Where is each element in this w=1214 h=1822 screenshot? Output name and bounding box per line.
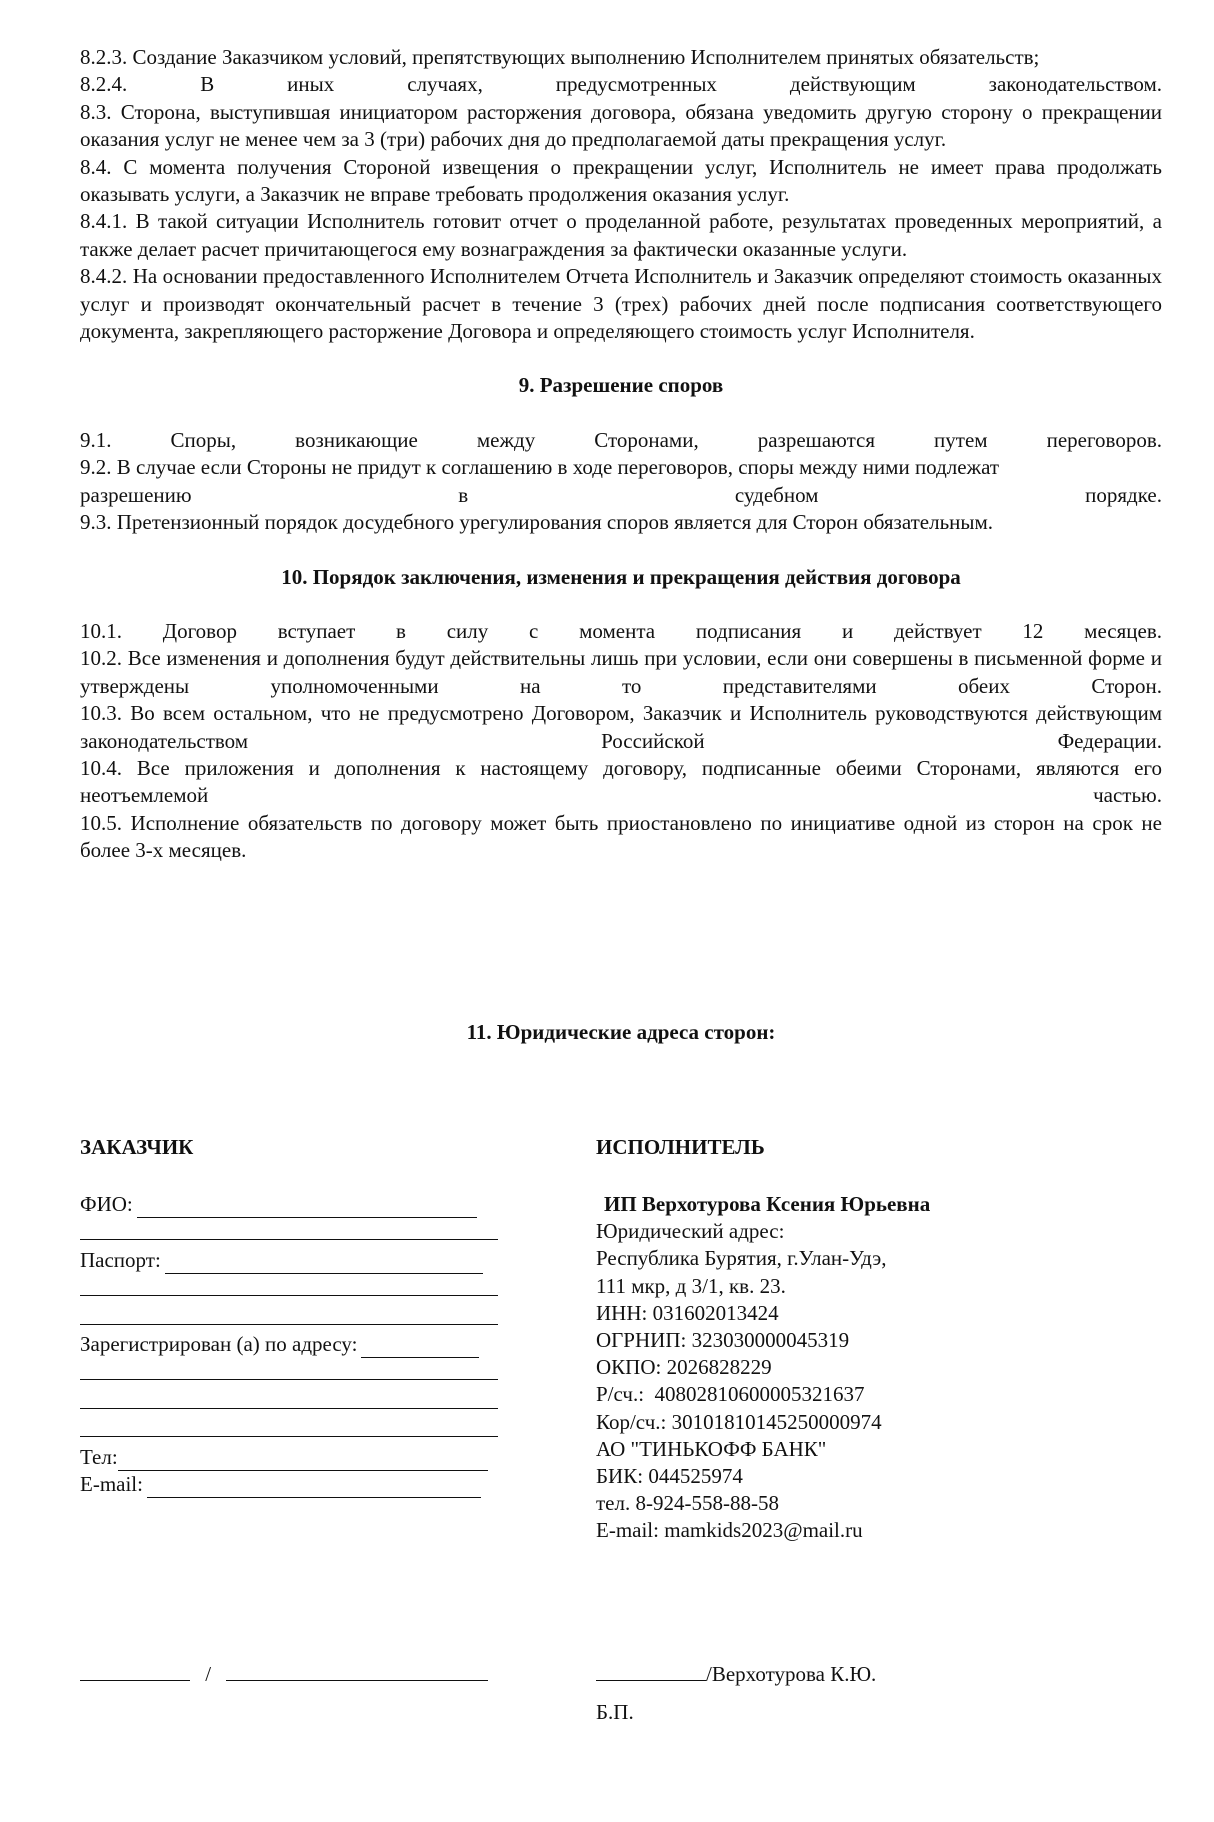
contractor-detail-line: ОГРНИП: 323030000045319	[596, 1328, 850, 1353]
clause-10-3: 10.3. Во всем остальном, что не предусмотрено Договором, Заказчик и Исполнитель руководствуются действующим законодательством Российской Федерации.	[80, 701, 1162, 753]
passport-label: Паспорт:	[80, 1247, 161, 1272]
address-label: Зарегистрирован (а) по адресу:	[80, 1332, 358, 1357]
clause-8-2-3: 8.2.3. Создание Заказчиком условий, препятствующих выполнению Исполнителем принятых обязательств;	[80, 45, 1040, 69]
contractor-detail-line: Кор/сч.: 30101810145250000974	[596, 1409, 882, 1434]
section-11-title: 11. Юридические адреса сторон:	[466, 1020, 776, 1044]
clause-10-5: 10.5. Исполнение обязательств по договору может быть приостановлено по инициативе одной из сторон на срок не более 3-х месяцев.	[80, 810, 1162, 863]
fio-field[interactable]	[80, 1191, 520, 1218]
address-field[interactable]	[80, 1331, 520, 1358]
customer-name-line[interactable]	[226, 1662, 488, 1681]
phone-field[interactable]	[80, 1444, 520, 1471]
clause-8-4: 8.4. С момента получения Стороной извещения о прекращении услуг, Исполнитель не имеет права продолжать оказывать услуги, а Заказчик не вправе требовать продолжения оказания услуг.	[80, 154, 1162, 207]
fio-line-2[interactable]	[80, 1218, 498, 1240]
clause-9-3: 9.3. Претензионный порядок досудебного урегулирования споров является для Сторон обязательным.	[80, 510, 994, 535]
clause-8-4-1: 8.4.1. В такой ситуации Исполнитель готовит отчет о проделанной работе, результатах проведенных мероприятий, а также делает расчет причитающегося ему вознаграждения за фактически оказанные услуги.	[80, 209, 1162, 261]
clause-9-1: 9.1. Споры, возникающие между Сторонами, разрешаются путем переговоров.	[80, 427, 1162, 452]
clause-9-2-a: 9.2. В случае если Стороны не придут к соглашению в ходе переговоров, споры между ними подлежат	[80, 455, 1000, 480]
contractor-detail-line: Юридический адрес:	[596, 1219, 785, 1244]
email-field[interactable]	[80, 1471, 520, 1498]
address-line-3[interactable]	[80, 1387, 498, 1409]
clause-8-4-2: 8.4.2. На основании предоставленного Исполнителем Отчета Исполнитель и Заказчик определяют стоимость оказанных услуг и производят окончательный расчет в течение 3 (трех) рабочих дней после подписания соответствующего документа, закрепляющего расторжение Договора и определяющего стоимость услуг Исполнителя.	[80, 264, 1162, 344]
stamp-note: Б.П.	[596, 1700, 634, 1724]
clause-10-4: 10.4. Все приложения и дополнения к настоящему договору, подписанные обеими Сторонами, являются его неотъемлемой частью.	[80, 755, 1162, 808]
address-line-2[interactable]	[80, 1358, 498, 1380]
clause-9-2-b: разрешению в судебном порядке.	[80, 482, 1162, 507]
contractor-detail-line: ИНН: 031602013424	[596, 1300, 779, 1325]
contractor-detail-line: Республика Бурятия, г.Улан-Удэ,	[596, 1246, 887, 1271]
email-label: E-mail:	[80, 1472, 143, 1497]
contractor-detail-line: АО "ТИНЬКОФФ БАНК"	[596, 1436, 827, 1461]
contractor-detail-line: Р/сч.: 40802810600005321637	[596, 1382, 865, 1407]
contractor-detail-line: тел. 8-924-558-88-58	[596, 1491, 779, 1516]
clause-8-2-4: 8.2.4. В иных случаях, предусмотренных действующим законодательством.	[80, 72, 1162, 97]
contractor-block	[596, 1134, 1156, 1545]
phone-label: Тел:	[80, 1444, 118, 1469]
section-10-title: 10. Порядок заключения, изменения и прекращения действия договора	[281, 564, 961, 589]
contractor-detail-line: E-mail: mamkids2023@mail.ru	[596, 1518, 863, 1543]
contract-body	[80, 44, 1162, 865]
contractor-signature-line[interactable]	[596, 1662, 706, 1681]
contractor-detail-line: 111 мкр, д 3/1, кв. 23.	[596, 1273, 786, 1298]
clause-8-3: 8.3. Сторона, выступившая инициатором расторжения договора, обязана уведомить другую сторону о прекращении оказания услуг не менее чем за 3 (три) рабочих дня до предполагаемой даты прекращения услуг.	[80, 99, 1162, 152]
contractor-heading: ИСПОЛНИТЕЛЬ	[596, 1135, 765, 1159]
contractor-signature	[596, 1662, 876, 1687]
contractor-signature-name: /Верхотурова К.Ю.	[706, 1662, 877, 1686]
passport-line-2[interactable]	[80, 1274, 498, 1296]
customer-signature	[80, 1662, 488, 1687]
section-9-title: 9. Разрешение споров	[518, 373, 724, 398]
passport-line[interactable]	[165, 1253, 483, 1274]
customer-block	[80, 1134, 520, 1498]
clause-10-1: 10.1. Договор вступает в силу с момента подписания и действует 12 месяцев.	[80, 618, 1162, 643]
email-line[interactable]	[147, 1477, 481, 1498]
passport-field[interactable]	[80, 1247, 520, 1274]
clause-10-2: 10.2. Все изменения и дополнения будут действительны лишь при условии, если они совершены в письменной форме и утверждены уполномоченными на то представителями обеих Сторон.	[80, 646, 1162, 698]
customer-signature-line[interactable]	[80, 1662, 190, 1681]
passport-line-3[interactable]	[80, 1303, 498, 1325]
signature-separator: /	[205, 1662, 212, 1686]
fio-label: ФИО:	[80, 1192, 133, 1217]
fio-line[interactable]	[137, 1197, 477, 1218]
address-line[interactable]	[361, 1337, 479, 1358]
contractor-detail-line: ОКПО: 2026828229	[596, 1355, 772, 1380]
phone-line[interactable]	[118, 1450, 488, 1471]
contractor-detail-line: БИК: 044525974	[596, 1464, 743, 1489]
address-line-4[interactable]	[80, 1415, 498, 1437]
customer-heading: ЗАКАЗЧИК	[80, 1135, 194, 1159]
contractor-name: ИП Верхотурова Ксения Юрьевна	[604, 1192, 931, 1216]
